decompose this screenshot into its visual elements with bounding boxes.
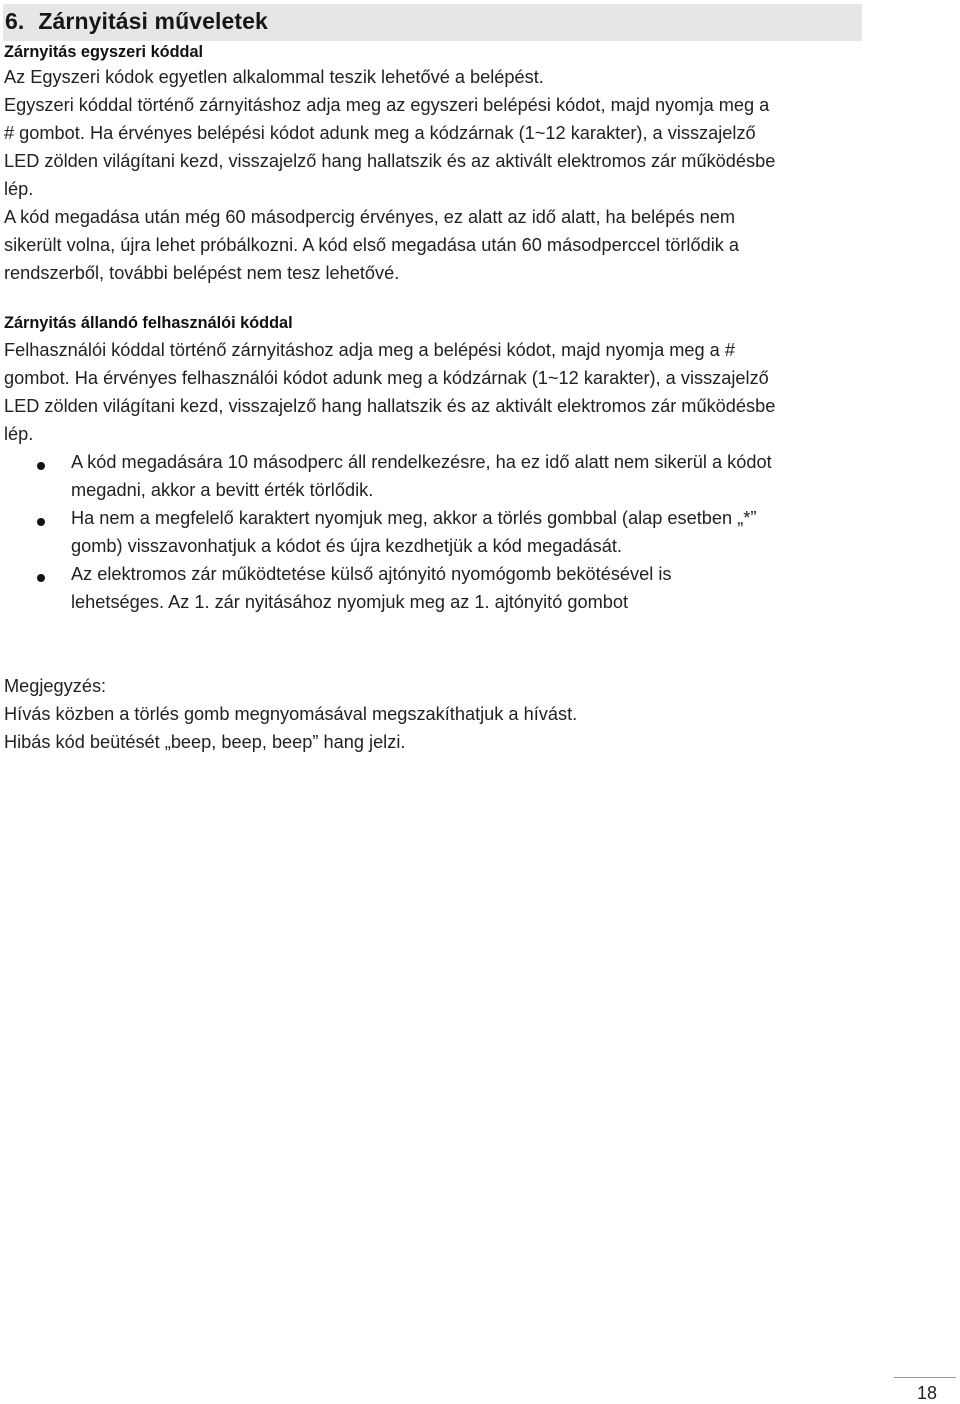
section-title: Zárnyitási műveletek — [38, 8, 268, 34]
note-line: Hívás közben a törlés gomb megnyomásával megszakíthatjuk a hívást. — [4, 704, 578, 724]
note-label: Megjegyzés: — [4, 676, 107, 696]
paragraph-line: # gombot. Ha érvényes belépési kódot adunk meg a kódzárnak (1~12 karakter), a visszajelző — [4, 123, 756, 143]
paragraph-line: lép. — [4, 424, 34, 444]
footer-rule — [894, 1377, 956, 1378]
paragraph-line: A kód megadása után még 60 másodpercig érvényes, ez alatt az idő alatt, ha belépés nem — [4, 207, 735, 227]
paragraph-line: lép. — [4, 179, 34, 199]
bullet-line: lehetséges. Az 1. zár nyitásához nyomjuk meg az 1. ajtónyitó gombot — [71, 592, 629, 612]
bullet-dot — [37, 574, 45, 582]
bullet-line: Ha nem a megfelelő karaktert nyomjuk meg, akkor a törlés gombbal (alap esetben „*” — [71, 508, 757, 528]
bullet-line: gomb) visszavonhatjuk a kódot és újra kezdhetjük a kód megadását. — [71, 536, 622, 556]
section-heading — [5, 8, 268, 35]
paragraph-line: Az Egyszeri kódok egyetlen alkalommal teszik lehetővé a belépést. — [4, 67, 544, 87]
page-number: 18 — [917, 1383, 938, 1403]
bullet-line: megadni, akkor a bevitt érték törlődik. — [71, 480, 374, 500]
paragraph-line: sikerült volna, újra lehet próbálkozni. A kód első megadása után 60 másodperccel törlődik a — [4, 235, 740, 255]
one-time-code-heading: Zárnyitás egyszeri kóddal — [4, 43, 204, 61]
paragraph-line: Egyszeri kóddal történő zárnyitáshoz adja meg az egyszeri belépési kódot, majd nyomja meg a — [4, 95, 770, 115]
paragraph-line: gombot. Ha érvényes felhasználói kódot adunk meg a kódzárnak (1~12 karakter), a visszajelző — [4, 368, 769, 388]
note-line: Hibás kód beütését „beep, beep, beep” hang jelzi. — [4, 732, 406, 752]
paragraph-line: Felhasználói kóddal történő zárnyitáshoz adja meg a belépési kódot, majd nyomja meg a # — [4, 340, 735, 360]
paragraph-line: rendszerből, további belépést nem tesz lehetővé. — [4, 263, 400, 283]
bullet-line: Az elektromos zár működtetése külső ajtónyitó nyomógomb bekötésével is — [71, 564, 672, 584]
section-number: 6. — [5, 8, 25, 34]
permanent-code-heading: Zárnyitás állandó felhasználói kóddal — [4, 314, 293, 332]
bullet-line: A kód megadására 10 másodperc áll rendelkezésre, ha ez idő alatt nem sikerül a kódot — [71, 452, 772, 472]
paragraph-line: LED zölden világítani kezd, visszajelző hang hallatszik és az aktivált elektromos zár működésbe — [4, 151, 776, 171]
section-heading-bar — [3, 4, 862, 41]
paragraph-line: LED zölden világítani kezd, visszajelző hang hallatszik és az aktivált elektromos zár működésbe — [4, 396, 776, 416]
bullet-dot — [37, 518, 45, 526]
bullet-dot — [37, 462, 45, 470]
